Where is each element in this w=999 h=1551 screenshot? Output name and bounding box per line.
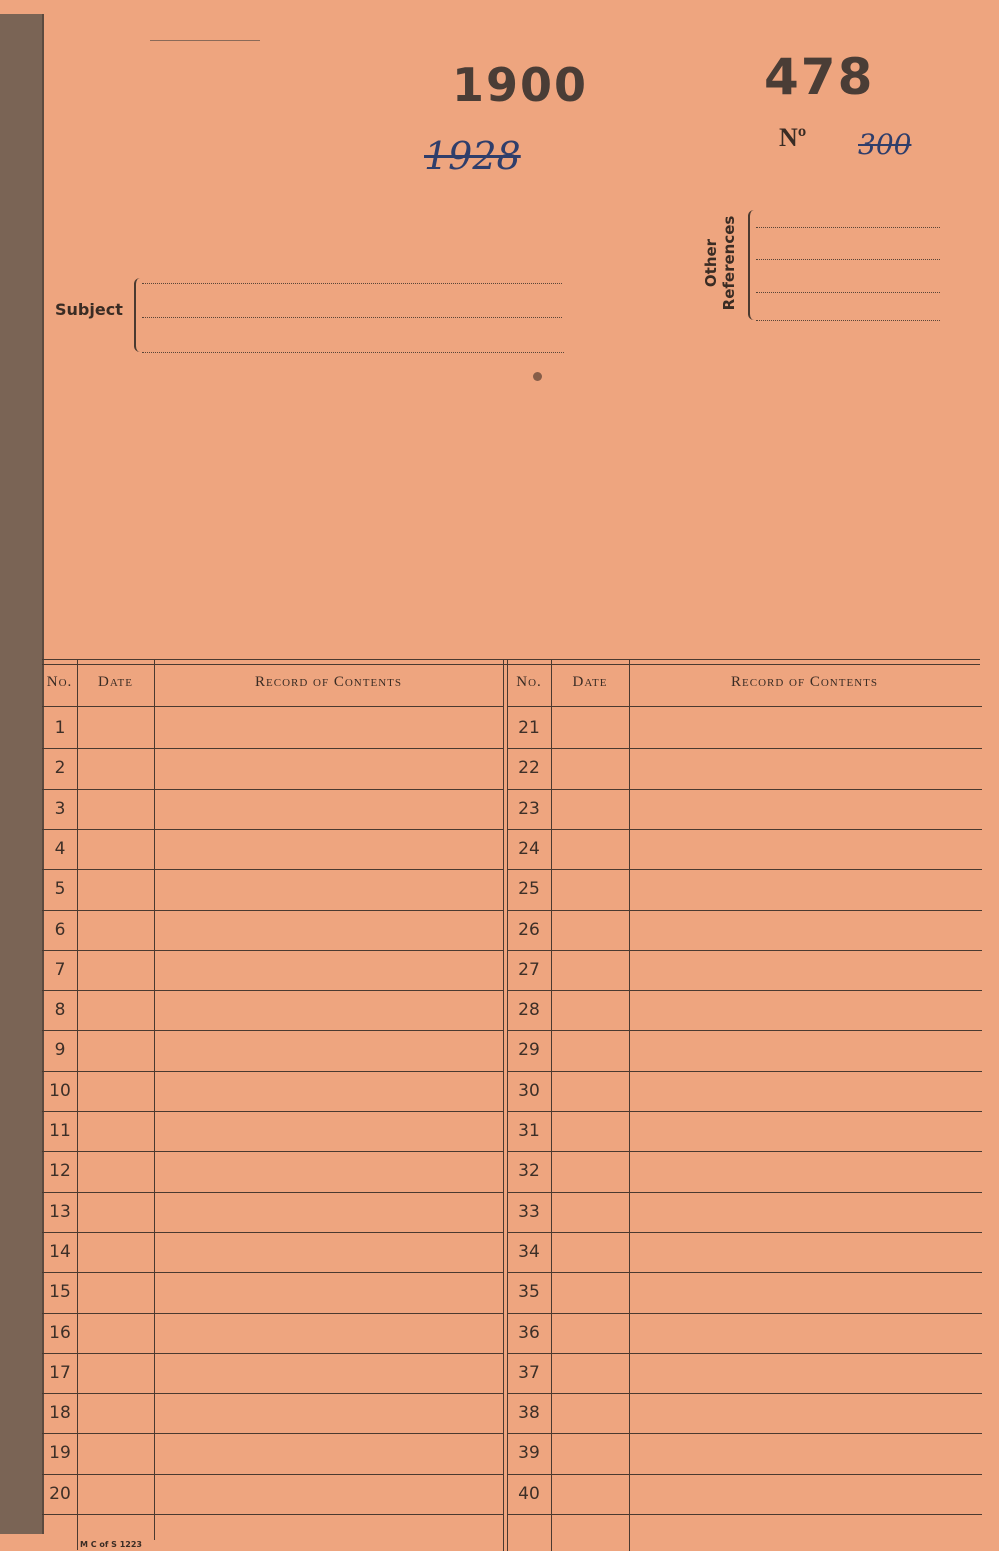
col-divider-no-date-right [551, 660, 552, 1551]
header-record-right: Record of Contents [731, 674, 878, 690]
right-row-number: 26 [518, 919, 540, 940]
right-row-number: 30 [518, 1080, 540, 1101]
left-row-number: 9 [54, 1040, 66, 1061]
left-row-number: 18 [49, 1403, 71, 1424]
left-row-number: 1 [54, 718, 66, 738]
right-row-rule [507, 1071, 982, 1072]
right-row-number: 35 [518, 1282, 540, 1303]
other-ref-line-1[interactable] [756, 227, 940, 228]
right-row-rule [507, 1192, 982, 1193]
header-record-left: Record of Contents [255, 674, 402, 690]
left-row-rule [42, 1232, 503, 1233]
right-row-number: 23 [518, 798, 540, 819]
left-row-rule [42, 1071, 503, 1072]
left-row-rule [42, 950, 503, 951]
left-row-rule [42, 910, 503, 911]
right-row-rule [507, 1111, 982, 1112]
left-row-number: 12 [49, 1161, 71, 1182]
right-row-number: 21 [518, 718, 540, 738]
year-stamp: 1900 [452, 58, 589, 112]
left-row-number: 10 [49, 1080, 71, 1101]
left-row-number: 20 [49, 1483, 71, 1504]
struck-out-year: 1928 [424, 134, 521, 178]
file-number-stamp: 478 [764, 48, 875, 106]
right-row-number: 22 [518, 758, 540, 779]
binding-spine [0, 14, 44, 1534]
left-row-rule [42, 1474, 503, 1475]
col-divider-middle-1 [503, 660, 504, 1551]
right-row-rule [507, 1232, 982, 1233]
left-row-number: 16 [49, 1322, 71, 1343]
subject-line-1[interactable] [142, 283, 562, 284]
left-row-number: 5 [54, 879, 66, 900]
right-row-rule [507, 1353, 982, 1354]
right-row-number: 25 [518, 879, 540, 900]
form-code: M C of S 1223 [80, 1540, 142, 1549]
pencil-mark [150, 40, 260, 41]
table-top-rule-inner [42, 664, 980, 665]
other-ref-line-3[interactable] [756, 292, 940, 293]
other-references-label-line2: References [720, 215, 738, 311]
left-row-rule [42, 829, 503, 830]
right-row-number: 27 [518, 959, 540, 980]
col-divider-middle-2 [507, 660, 508, 1551]
right-row-rule [507, 829, 982, 830]
right-row-rule [507, 1272, 982, 1273]
left-row-rule [42, 1272, 503, 1273]
header-date-right: Date [572, 674, 608, 690]
right-row-rule [507, 1393, 982, 1394]
other-references-label-line1: Other [702, 238, 720, 288]
right-row-number: 32 [518, 1161, 540, 1182]
right-row-rule [507, 1030, 982, 1031]
left-row-number: 14 [49, 1241, 71, 1262]
subject-label: Subject [55, 300, 123, 319]
left-row-number: 4 [54, 838, 66, 859]
right-row-rule [507, 869, 982, 870]
left-row-rule [42, 990, 503, 991]
left-row-rule [42, 1111, 503, 1112]
right-row-number: 29 [518, 1040, 540, 1061]
right-row-number: 38 [518, 1403, 540, 1424]
right-row-rule [507, 1433, 982, 1434]
left-row-number: 17 [49, 1362, 71, 1383]
left-row-number: 11 [49, 1121, 71, 1141]
ink-blot [533, 372, 542, 381]
col-divider-date-record-left [154, 660, 155, 1540]
right-row-number: 28 [518, 1000, 540, 1021]
left-row-number: 15 [49, 1282, 71, 1303]
left-row-number: 8 [54, 1000, 66, 1021]
left-row-number: 7 [54, 959, 66, 980]
header-rule-left [42, 706, 503, 707]
header-no-left: No. [46, 674, 73, 690]
right-row-rule [507, 1474, 982, 1475]
right-row-rule [507, 1514, 982, 1515]
left-row-rule [42, 748, 503, 749]
right-row-number: 33 [518, 1201, 540, 1222]
left-row-rule [42, 1353, 503, 1354]
right-row-rule [507, 1151, 982, 1152]
header-date-left: Date [98, 674, 133, 690]
left-row-rule [42, 1030, 503, 1031]
right-row-number: 39 [518, 1443, 540, 1464]
left-row-number: 19 [49, 1443, 71, 1464]
right-row-number: 36 [518, 1322, 540, 1343]
table-top-rule [42, 659, 980, 660]
other-ref-line-4[interactable] [756, 320, 940, 321]
left-row-number: 6 [54, 919, 66, 940]
right-row-number: 24 [518, 838, 540, 859]
right-row-rule [507, 990, 982, 991]
subject-brace [134, 278, 144, 352]
left-row-number: 2 [54, 758, 66, 779]
left-row-rule [42, 1313, 503, 1314]
right-row-number: 31 [518, 1121, 540, 1141]
header-no-right: No. [516, 674, 542, 690]
left-row-rule [42, 1514, 503, 1515]
subject-line-2[interactable] [142, 317, 562, 318]
left-row-number: 3 [54, 798, 66, 819]
right-row-rule [507, 1313, 982, 1314]
other-references-label [702, 208, 738, 318]
right-row-rule [507, 748, 982, 749]
left-row-rule [42, 1192, 503, 1193]
struck-out-number: 300 [858, 128, 912, 161]
other-ref-line-2[interactable] [756, 259, 940, 260]
right-row-number: 40 [518, 1483, 540, 1504]
right-row-rule [507, 910, 982, 911]
right-row-rule [507, 950, 982, 951]
left-row-rule [42, 789, 503, 790]
right-row-rule [507, 789, 982, 790]
left-row-rule [42, 1393, 503, 1394]
header-rule-right [507, 706, 982, 707]
right-row-number: 37 [518, 1362, 540, 1383]
left-row-rule [42, 1433, 503, 1434]
numero-label: Nº [779, 123, 807, 152]
col-divider-date-record-right [629, 660, 630, 1551]
left-row-number: 13 [49, 1201, 71, 1222]
left-row-rule [42, 869, 503, 870]
left-row-rule [42, 1151, 503, 1152]
subject-line-3[interactable] [142, 352, 564, 353]
right-row-number: 34 [518, 1241, 540, 1262]
